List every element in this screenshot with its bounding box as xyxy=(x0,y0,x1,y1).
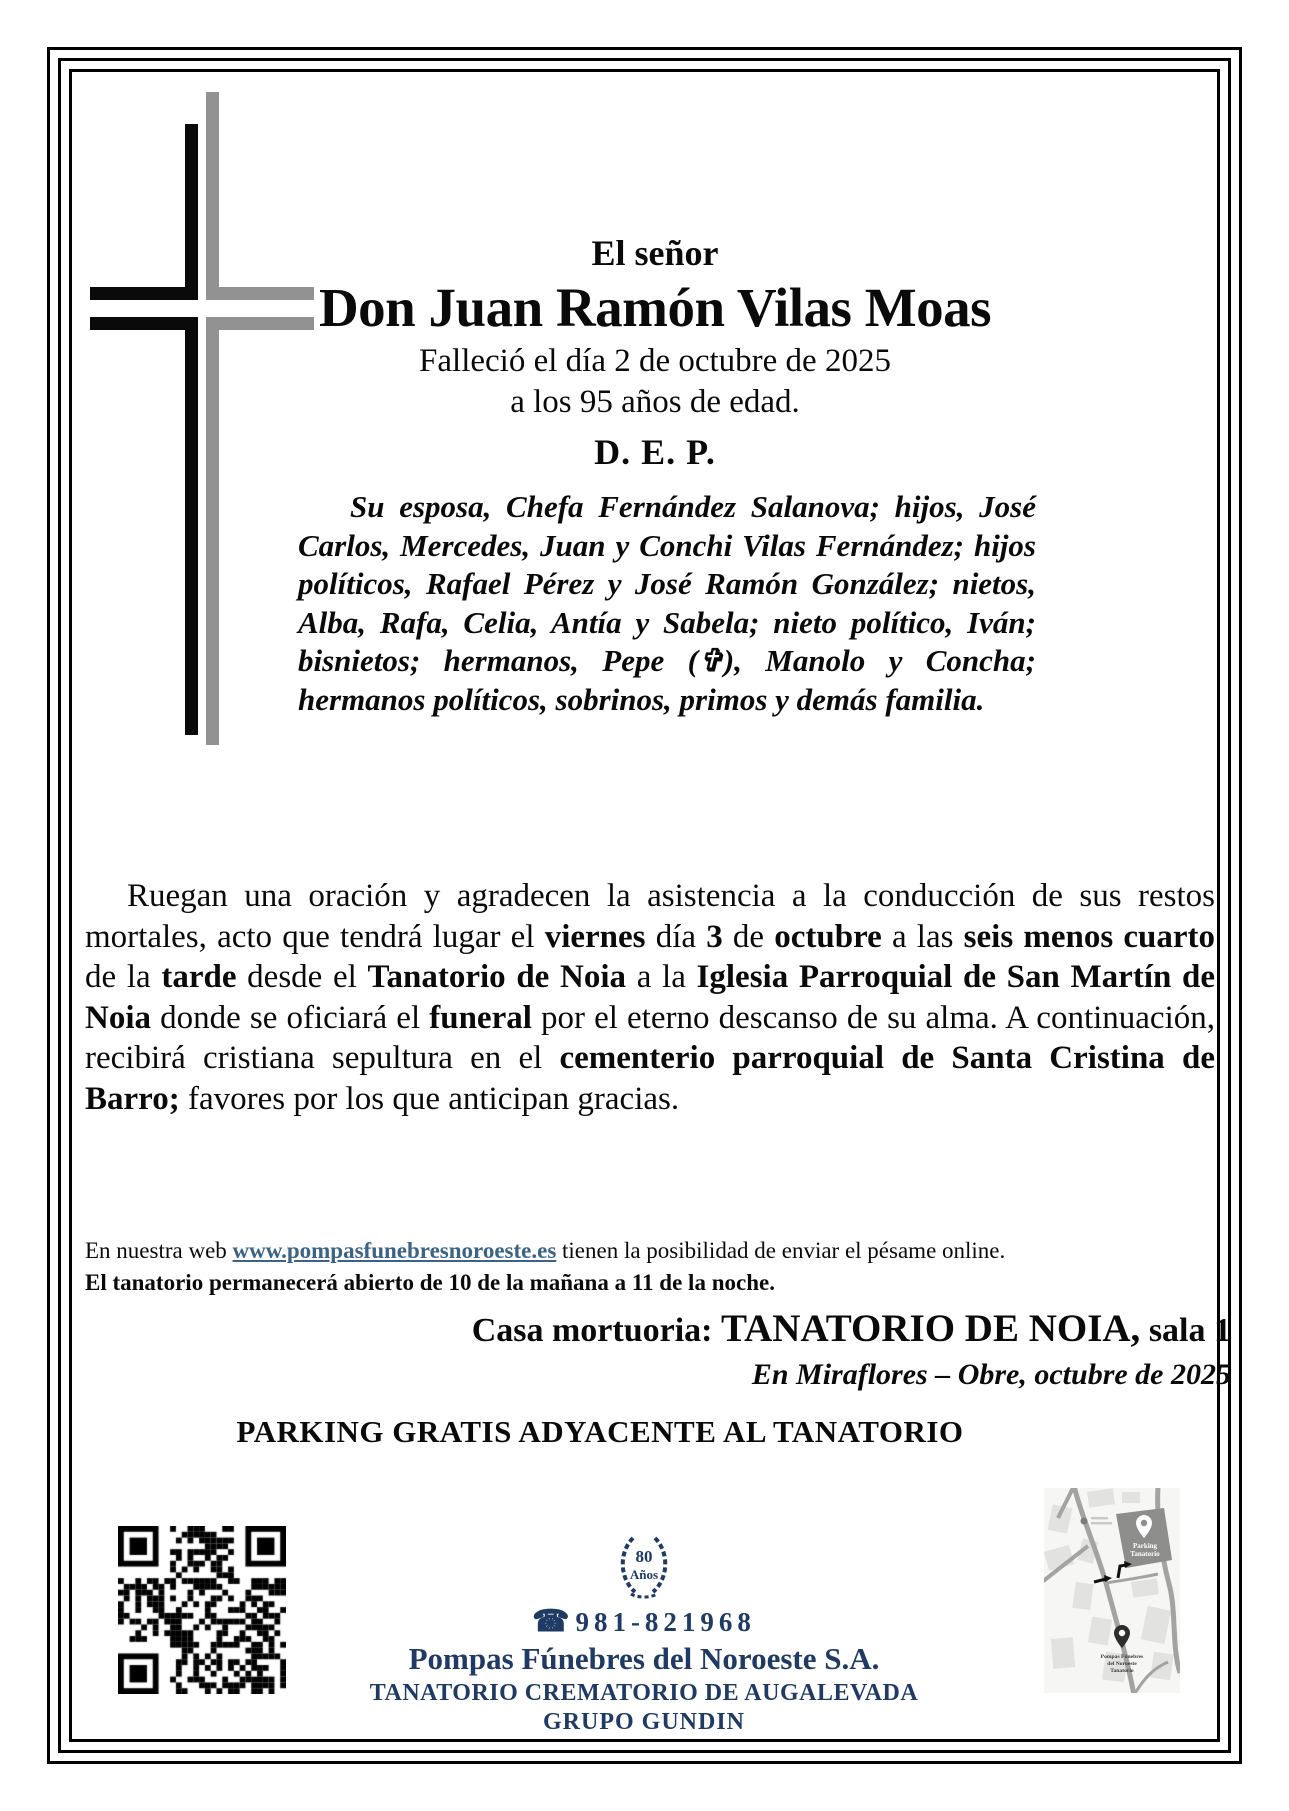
map-parking-label-2: Tanatorio xyxy=(1130,1550,1160,1558)
opening-hours-line: El tanatorio permanecerá abierto de 10 de la mañana a 11 de la noche. xyxy=(85,1270,775,1295)
place-date-line: En Miraflores – Obre, octubre de 2025 xyxy=(751,1358,1231,1391)
dep-abbreviation: D. E. P. xyxy=(594,432,716,472)
announcement-paragraph: Ruegan una oración y agradecen la asistencia a la conducción de sus restos mortales, acto que tendrá lugar el viernes día 3 de octubre a las seis menos cuarto de la tarde desde el Tanatorio de Noia a la Iglesia Parroquial de San Martín de Noia donde se oficiará el funeral por el eterno descanso de su alma. A continuación, recibirá cristiana sepultura en el cementerio parroquial de Santa Cristina de Barro; favores por los que anticipan gracias. xyxy=(85,878,1216,1117)
telephone-icon: ☎ xyxy=(532,1605,570,1638)
deceased-name: Don Juan Ramón Vilas Moas xyxy=(318,277,992,338)
company-line3: GRUPO GUNDIN xyxy=(543,1709,745,1735)
heading-block xyxy=(255,232,1055,473)
qr-code xyxy=(118,1526,286,1694)
company-name: Pompas Fúnebres del Noroeste S.A. xyxy=(408,1641,880,1676)
map-tanatorio-label-3: Tanatorio xyxy=(1110,1668,1134,1674)
map-tanatorio-label-2: del Noroeste xyxy=(1107,1661,1137,1667)
website-line[interactable]: En nuestra web www.pompasfunebresnoroeste.es tienen la posibilidad de enviar el pésame online. xyxy=(85,1238,1006,1263)
family-paragraph: Su esposa, Chefa Fernández Salanova; hijos, José Carlos, Mercedes, Juan y Conchi Vilas Fernández; hijos políticos, Rafael Pérez y José Ramón González; nietos, Alba, Rafa, Celia, Antía y Sabela; nieto político, Iván; bisnietos; hermanos, Pepe (✞), Manolo y Concha; hermanos políticos, sobrinos, primos y demás familia. xyxy=(298,489,1036,717)
cross-black-arm-upper xyxy=(90,287,198,300)
map-parking-label-1: Parking xyxy=(1132,1542,1158,1550)
cross-black-vertical-top xyxy=(185,124,198,300)
company-line2: TANATORIO CREMATORIO DE AUGALEVADA xyxy=(369,1680,919,1706)
funeral-home-block xyxy=(344,1532,944,1736)
80-anniversary-badge xyxy=(611,1532,677,1602)
cross-gray-vertical-bottom xyxy=(206,317,219,745)
phone-line xyxy=(344,1604,944,1639)
death-date-line: Falleció el día 2 de octubre de 2025 xyxy=(419,343,891,379)
badge-years-number: 80 xyxy=(635,1547,653,1566)
phone-number: 981-821968 xyxy=(575,1607,756,1637)
badge-years-word: Años xyxy=(629,1567,659,1582)
parking-notice: PARKING GRATIS ADYACENTE AL TANATORIO xyxy=(236,1414,964,1449)
mortuary-line: Casa mortuoria: TANATORIO DE NOIA, sala 1 xyxy=(471,1307,1231,1350)
age-line: a los 95 años de edad. xyxy=(510,384,800,420)
location-map xyxy=(1044,1488,1180,1693)
cross-gray-vertical-top xyxy=(206,92,219,300)
salutation: El señor xyxy=(591,233,719,273)
cross-black-arm-lower xyxy=(90,317,198,330)
map-tanatorio-label-1: Pompas Fúnebres xyxy=(1100,1654,1144,1660)
cross-black-vertical-bottom xyxy=(185,317,198,735)
